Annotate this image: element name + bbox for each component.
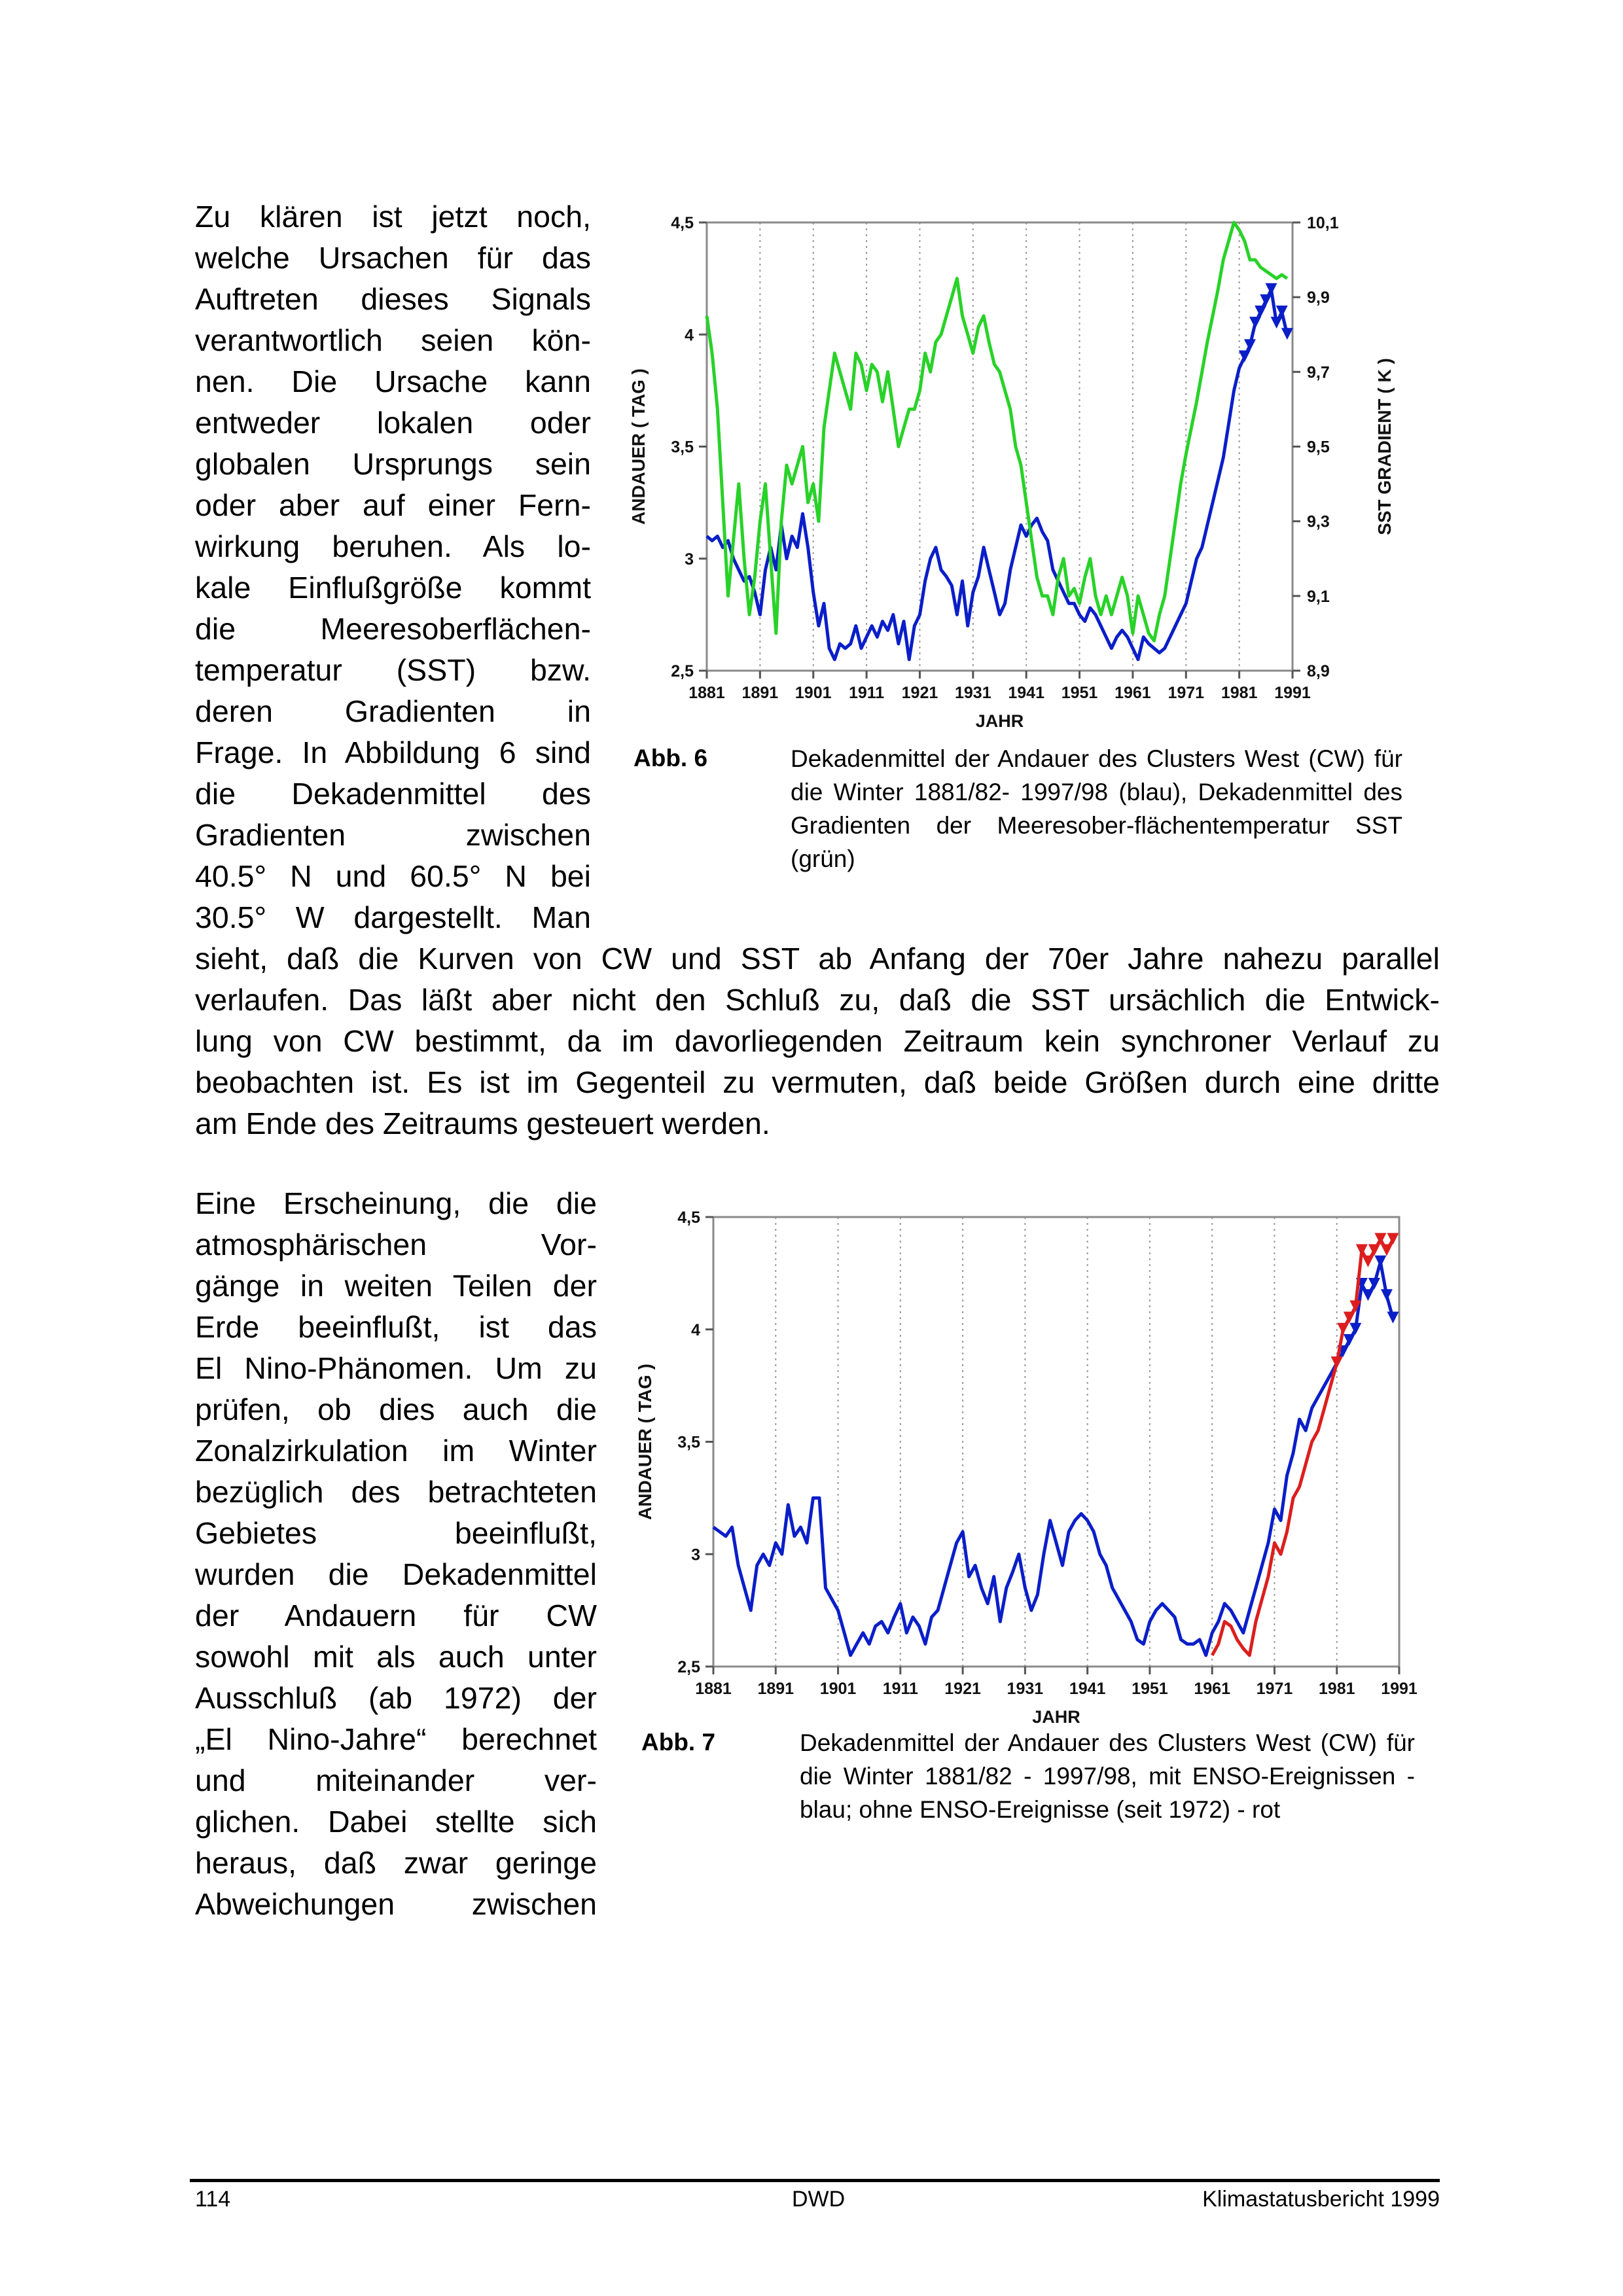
x-axis-label: JAHR: [1032, 1707, 1080, 1727]
x-tick-label: 1901: [819, 1680, 857, 1698]
y2-tick-label: 9,1: [1307, 587, 1330, 606]
x-tick-label: 1901: [794, 684, 832, 702]
text-line: sieht, daß die Kurven von CW und SST ab Anfang der 70er Jahre nahezu parallel: [195, 942, 1440, 976]
x-axis-label: JAHR: [975, 711, 1024, 731]
series-line: [1212, 1239, 1393, 1655]
series-line: [713, 1262, 1393, 1655]
text-line: kale Einflußgröße kommt: [195, 571, 591, 605]
paragraph-1-wide: [195, 938, 1440, 1144]
text-line: Zonalzirkulation im Winter: [195, 1434, 597, 1468]
text-line: oder aber auf einer Fern-: [195, 488, 591, 522]
x-tick-label: 1891: [757, 1680, 794, 1698]
footer-publisher: DWD: [792, 2187, 846, 2212]
text-line: bezüglich des betrachteten: [195, 1475, 597, 1509]
text-line: prüfen, ob dies auch die: [195, 1392, 597, 1426]
y-tick-label: 3: [685, 550, 694, 569]
text-line: heraus, daß zwar geringe: [195, 1846, 597, 1880]
x-tick-label: 1971: [1256, 1680, 1293, 1698]
data-point-marker: [1239, 351, 1251, 362]
data-point-marker: [1381, 1245, 1393, 1256]
text-line: lung von CW bestimmt, da im davorliegenden Zeitraum kein synchroner Verlauf zu: [195, 1024, 1440, 1058]
figure-7-caption: Dekadenmittel der Andauer des Clusters West (CW) für die Winter 1881/82 - 1997/98, mit ENSO-Ereignissen - blau; ohne ENSO-Ereignisse (seit 1972) - rot: [800, 1729, 1415, 1823]
x-tick-label: 1881: [695, 1680, 732, 1698]
x-tick-label: 1941: [1069, 1680, 1106, 1698]
text-line: gänge in weiten Teilen der: [195, 1269, 597, 1303]
page-number: 114: [195, 2187, 231, 2212]
data-point-marker: [1265, 283, 1277, 295]
y-tick-label: 3: [691, 1545, 700, 1564]
text-line: verantwortlich seien kön-: [195, 323, 591, 357]
text-line: Gebietes beeinflußt,: [195, 1516, 597, 1550]
y-axis-label: ANDAUER ( TAG ): [628, 368, 649, 525]
data-point-marker: [1276, 306, 1288, 317]
text-line: Gradienten zwischen: [195, 818, 591, 852]
y2-tick-label: 9,7: [1307, 363, 1330, 382]
x-tick-label: 1961: [1194, 1680, 1230, 1698]
data-point-marker: [1271, 317, 1283, 328]
x-tick-label: 1931: [1007, 1680, 1044, 1698]
x-tick-label: 1911: [848, 684, 885, 702]
text-line: Auftreten dieses Signals: [195, 282, 591, 316]
figure-6-caption: Dekadenmittel der Andauer des Clusters West (CW) für die Winter 1881/82- 1997/98 (blau), Dekadenmittel des Gradienten der Meeresober-flächentemperatur SST (grün): [791, 745, 1402, 872]
y2-tick-label: 8,9: [1307, 662, 1330, 680]
y-tick-label: 2,5: [671, 662, 694, 680]
x-tick-label: 1981: [1318, 1680, 1355, 1698]
text-line: temperatur (SST) bzw.: [195, 653, 591, 687]
data-point-marker: [1356, 1245, 1368, 1256]
x-tick-label: 1941: [1008, 684, 1044, 702]
data-point-marker: [1387, 1233, 1399, 1245]
data-point-marker: [1331, 1356, 1343, 1368]
footer-rule: [190, 2179, 1440, 2182]
data-point-marker: [1255, 306, 1266, 317]
y-tick-label: 4,5: [671, 214, 694, 232]
text-line: Zu klären ist jetzt noch,: [195, 200, 591, 234]
y-axis-label: ANDAUER ( TAG ): [635, 1363, 655, 1521]
footer-report-title: Klimastatusbericht 1999: [1202, 2187, 1440, 2212]
text-line: Eine Erscheinung, die die: [195, 1186, 597, 1220]
x-tick-label: 1921: [944, 1680, 981, 1698]
y-tick-label: 4: [685, 326, 694, 345]
text-line: glichen. Dabei stellte sich: [195, 1805, 597, 1839]
figure-7-label: Abb. 7: [641, 1729, 716, 1756]
text-line: verlaufen. Das läßt aber nicht den Schluß zu, daß die SST ursächlich die Entwick-: [195, 983, 1440, 1017]
text-line: „El Nino-Jahre“ berechnet: [195, 1722, 597, 1756]
text-line: die Dekadenmittel des: [195, 777, 591, 811]
figure-7-chart: [635, 1201, 1418, 1737]
text-line: atmosphärischen Vor-: [195, 1227, 597, 1262]
x-tick-label: 1921: [901, 684, 938, 702]
text-line: Abweichungen zwischen: [195, 1887, 597, 1921]
y-tick-label: 4,5: [677, 1209, 700, 1227]
text-line: 40.5° N und 60.5° N bei: [195, 859, 591, 893]
text-line: wirkung beruhen. Als lo-: [195, 529, 591, 563]
data-point-marker: [1344, 1312, 1355, 1324]
y-tick-label: 3,5: [671, 438, 694, 457]
x-tick-label: 1991: [1274, 684, 1311, 702]
x-tick-label: 1911: [882, 1680, 918, 1698]
text-line: entweder lokalen oder: [195, 406, 591, 440]
y-tick-label: 2,5: [677, 1658, 700, 1676]
figure-6-chart: [628, 203, 1395, 739]
text-line: beobachten ist. Es ist im Gegenteil zu vermuten, daß beide Größen durch eine dritte: [195, 1065, 1440, 1099]
y2-tick-label: 10,1: [1307, 214, 1339, 232]
text-line: und miteinander ver-: [195, 1763, 597, 1797]
data-point-marker: [1337, 1323, 1349, 1335]
text-line: Frage. In Abbildung 6 sind: [195, 735, 591, 769]
y2-axis-label: SST GRADIENT ( K ): [1374, 358, 1395, 535]
text-line: Ausschluß (ab 1972) der: [195, 1681, 597, 1715]
data-point-marker: [1387, 1312, 1399, 1324]
data-point-marker: [1244, 339, 1256, 351]
y-tick-label: 3,5: [677, 1433, 700, 1452]
text-line: die Meeresoberflächen-: [195, 612, 591, 646]
text-line: nen. Die Ursache kann: [195, 364, 591, 398]
x-tick-label: 1931: [955, 684, 991, 702]
text-line: 30.5° W dargestellt. Man: [195, 900, 591, 934]
plot-frame: [707, 222, 1293, 671]
x-tick-label: 1991: [1381, 1680, 1418, 1698]
paragraph-2: [195, 1183, 597, 1925]
data-point-marker: [1374, 1233, 1386, 1245]
y2-tick-label: 9,9: [1307, 289, 1330, 308]
text-line: am Ende des Zeitraums gesteuert werden.: [195, 1106, 770, 1140]
paragraph-1-narrow: [195, 196, 591, 938]
data-point-marker: [1249, 317, 1261, 328]
x-tick-label: 1981: [1221, 684, 1258, 702]
series-line: [707, 222, 1287, 641]
text-line: sowohl mit als auch unter: [195, 1640, 597, 1674]
text-line: welche Ursachen für das: [195, 241, 591, 275]
text-line: der Andauern für CW: [195, 1598, 597, 1633]
y2-tick-label: 9,5: [1307, 438, 1330, 457]
text-line: deren Gradienten in: [195, 694, 591, 728]
x-tick-label: 1961: [1115, 684, 1151, 702]
y-tick-label: 4: [691, 1320, 700, 1339]
text-line: El Nino-Phänomen. Um zu: [195, 1351, 597, 1385]
data-point-marker: [1362, 1289, 1374, 1301]
x-tick-label: 1971: [1168, 684, 1205, 702]
data-point-marker: [1260, 294, 1272, 306]
data-point-marker: [1374, 1256, 1386, 1267]
data-point-marker: [1368, 1245, 1380, 1256]
text-line: Erde beeinflußt, ist das: [195, 1310, 597, 1344]
x-tick-label: 1891: [741, 684, 779, 702]
data-point-marker: [1381, 1289, 1393, 1301]
text-line: globalen Ursprungs sein: [195, 447, 591, 481]
data-point-marker: [1362, 1256, 1374, 1267]
data-point-marker: [1349, 1323, 1361, 1335]
x-tick-label: 1951: [1132, 1680, 1168, 1698]
text-line: wurden die Dekadenmittel: [195, 1557, 597, 1591]
x-tick-label: 1881: [688, 684, 725, 702]
y2-tick-label: 9,3: [1307, 512, 1330, 531]
figure-6-label: Abb. 6: [633, 745, 708, 771]
data-point-marker: [1368, 1278, 1380, 1290]
data-point-marker: [1281, 328, 1293, 340]
data-point-marker: [1344, 1334, 1355, 1346]
x-tick-label: 1951: [1061, 684, 1098, 702]
